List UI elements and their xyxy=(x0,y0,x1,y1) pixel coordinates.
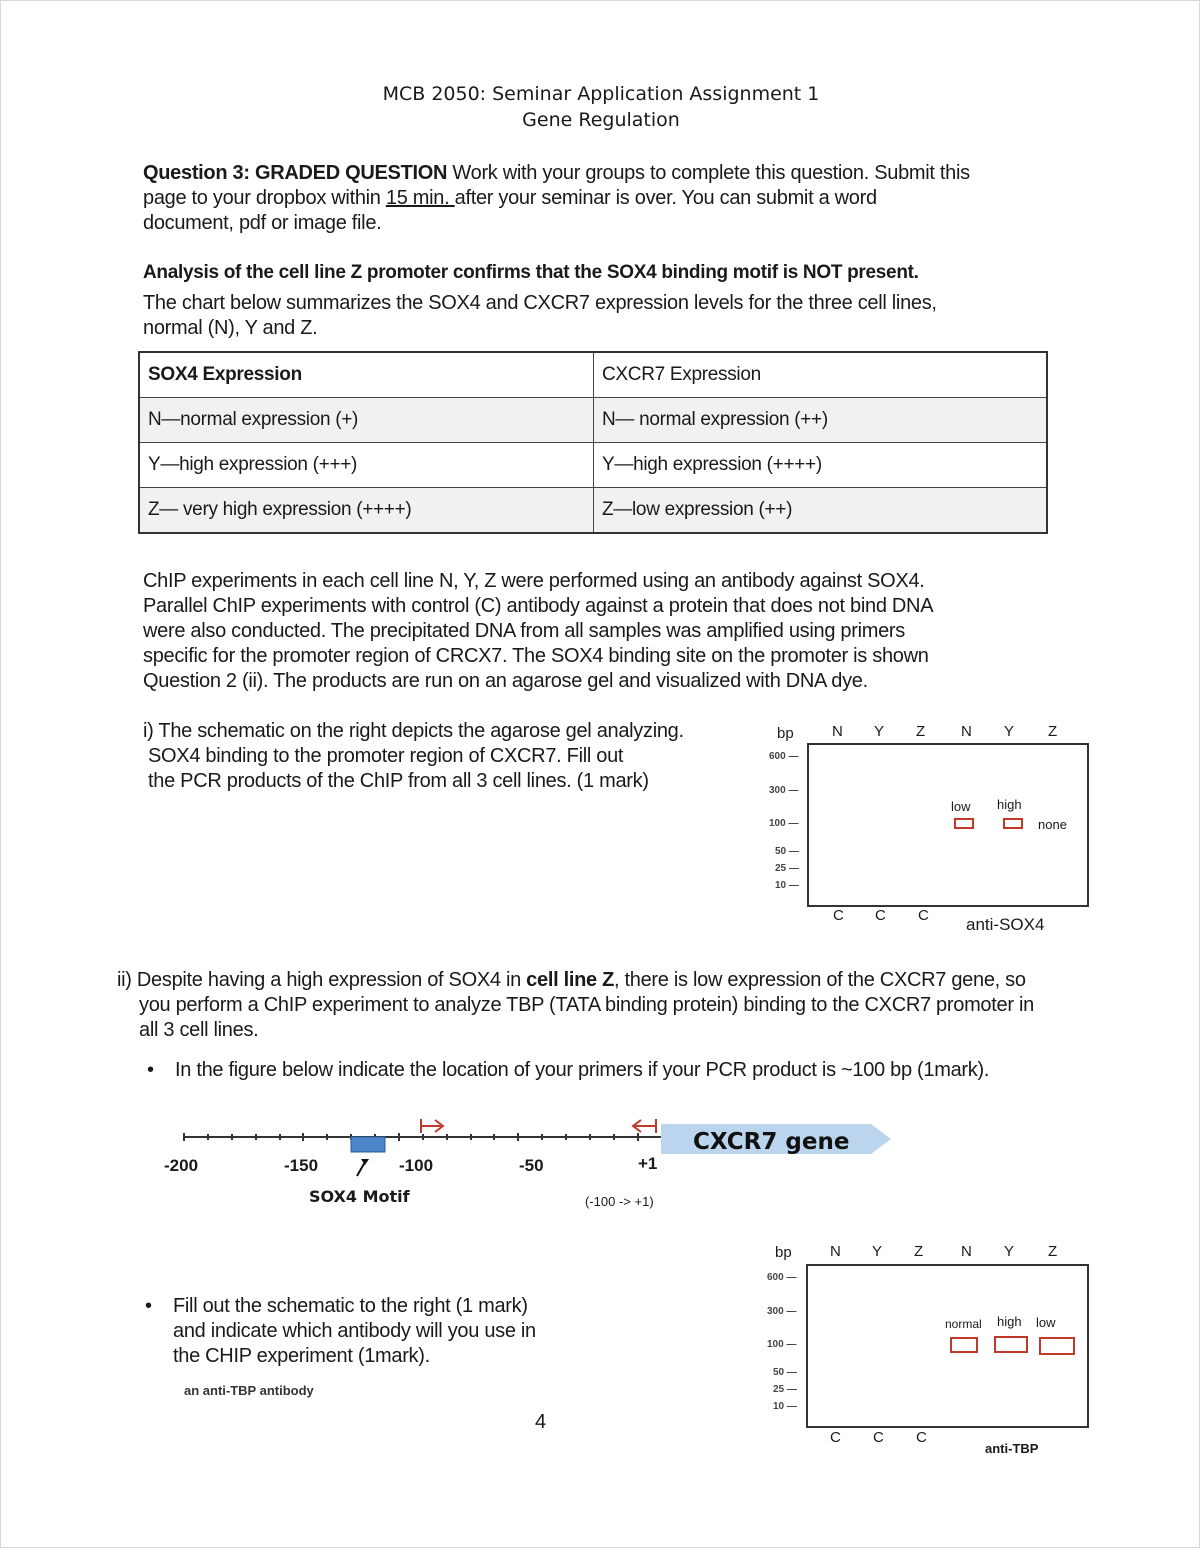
band-label: high xyxy=(997,797,1022,812)
axis-tick-label: -200 xyxy=(164,1156,199,1175)
course-title: MCB 2050: Seminar Application Assignment 1 xyxy=(382,83,820,105)
gel-lane-label: C xyxy=(873,1429,884,1446)
table-cell: Z— very high expression (++++) xyxy=(139,488,594,534)
band-label: high xyxy=(997,1314,1022,1329)
chip-line: ChIP experiments in each cell line N, Y, Z were performed using an antibody against SOX4. xyxy=(143,570,925,592)
question-label: Question 3: GRADED QUESTION xyxy=(143,162,448,184)
chip-line: were also conducted. The precipitated DNA from all samples was amplified using primers xyxy=(143,620,905,642)
gel-marker: 10 — xyxy=(775,880,799,891)
table-row xyxy=(139,398,1047,443)
drawn-band xyxy=(1039,1337,1075,1355)
gel-lane-label: Y xyxy=(874,723,885,740)
drawn-band xyxy=(994,1336,1028,1353)
axis-tick-label: +1 xyxy=(638,1154,658,1173)
table-cell: N— normal expression (++) xyxy=(594,398,1048,443)
gene-label: CXCR7 gene xyxy=(693,1129,850,1155)
part-i-line: SOX4 binding to the promoter region of CXCR7. Fill out xyxy=(148,745,624,767)
table-cell: N—normal expression (+) xyxy=(139,398,594,443)
part-i-text xyxy=(143,719,763,794)
part-ii-text xyxy=(117,968,1157,1043)
bullet2-line: the CHIP experiment (1mark). xyxy=(173,1345,430,1367)
page-number: 4 xyxy=(535,1411,547,1433)
gel-marker: 300 — xyxy=(767,1306,797,1317)
page-subtitle: Gene Regulation xyxy=(522,109,680,131)
drawn-band xyxy=(1003,818,1023,829)
table-cell: Y—high expression (++++) xyxy=(594,443,1048,488)
band-label: normal xyxy=(945,1317,982,1331)
gel-lane-label: N xyxy=(832,723,843,740)
primer-range-note: (-100 -> +1) xyxy=(585,1194,654,1209)
chip-line: specific for the promoter region of CRCX7. The SOX4 binding site on the promoter is shown xyxy=(143,645,929,667)
gel-lane-label: C xyxy=(875,907,886,924)
gel-lane-label: Z xyxy=(1048,1243,1058,1260)
part-ii-line: all 3 cell lines. xyxy=(139,1019,259,1041)
gel-antibody-label: anti-TBP xyxy=(985,1441,1039,1456)
gel-marker: 50 — xyxy=(773,1367,797,1378)
intro-line-2b: after your seminar is over. You can submit a word xyxy=(454,187,877,209)
gel-lane-label: Z xyxy=(914,1243,924,1260)
axis-tick-label: -50 xyxy=(519,1156,544,1175)
gel-lane-label: Y xyxy=(1004,1243,1015,1260)
sox4-motif-label: SOX4 Motif xyxy=(309,1187,410,1206)
gel-antibody-label: anti-SOX4 xyxy=(966,915,1045,934)
gel-lane-label: C xyxy=(830,1429,841,1446)
motif-pointer-icon xyxy=(357,1162,365,1176)
gel-bp-label: bp xyxy=(777,725,794,742)
table-cell: Y—high expression (+++) xyxy=(139,443,594,488)
gel-lane-label: Z xyxy=(916,723,926,740)
gel-marker: 25 — xyxy=(775,863,799,874)
gel-marker: 50 — xyxy=(775,846,799,857)
gel-lane-label: Y xyxy=(1004,723,1015,740)
sox4-motif-box xyxy=(351,1137,385,1152)
band-label: low xyxy=(951,799,971,814)
question-intro xyxy=(143,161,1083,236)
part-i-line: the PCR products of the ChIP from all 3 cell lines. (1 mark) xyxy=(148,770,649,792)
gel-lane-label: N xyxy=(830,1243,841,1260)
chip-paragraph xyxy=(143,569,1043,694)
chart-intro-line-2: normal (N), Y and Z. xyxy=(143,317,318,339)
bullet2-line: and indicate which antibody will you use in xyxy=(173,1320,536,1342)
chart-intro xyxy=(143,291,1083,341)
gel-lane-label: C xyxy=(916,1429,927,1446)
reverse-primer-icon xyxy=(633,1119,656,1133)
drawn-band xyxy=(950,1337,978,1353)
gel-lane-label: N xyxy=(961,723,972,740)
intro-time: 15 min. xyxy=(385,187,455,209)
gel-marker: 600 — xyxy=(769,751,799,762)
part-ii-line: ii) Despite having a high expression of SOX4 in xyxy=(117,969,527,991)
table-cell: Z—low expression (++) xyxy=(594,488,1048,534)
chart-intro-line-1: The chart below summarizes the SOX4 and CXCR7 expression levels for the three cell lines, xyxy=(143,292,937,314)
part-i-line: i) The schematic on the right depicts the agarose gel analyzing. xyxy=(143,720,684,742)
intro-line-3: document, pdf or image file. xyxy=(143,212,382,234)
table-header-sox4: SOX4 Expression xyxy=(139,352,594,398)
table-row xyxy=(139,443,1047,488)
axis-tick-label: -100 xyxy=(399,1156,434,1175)
gel-marker: 100 — xyxy=(767,1339,797,1350)
axis-tick-label: -150 xyxy=(284,1156,319,1175)
gel-bp-label: bp xyxy=(775,1244,792,1261)
bullet-primers: • In the figure below indicate the location of your primers if your PCR product is ~100 bp (1mark). xyxy=(175,1058,989,1083)
drawn-band xyxy=(954,818,974,829)
table-header-cxcr7: CXCR7 Expression xyxy=(594,352,1048,398)
band-label: low xyxy=(1036,1315,1056,1330)
part-ii-bold: cell line Z xyxy=(526,969,615,991)
expression-table xyxy=(138,351,1048,534)
intro-line-1: Work with your groups to complete this question. Submit this xyxy=(447,162,970,184)
intro-line-2a: page to your dropbox within xyxy=(143,187,386,209)
bullet2-line: • Fill out the schematic to the right (1 mark) xyxy=(173,1294,613,1319)
gel-marker: 10 — xyxy=(773,1401,797,1412)
gel-marker: 600 — xyxy=(767,1272,797,1283)
table-row xyxy=(139,488,1047,534)
bullet-fill-schematic xyxy=(173,1294,613,1369)
forward-primer-icon xyxy=(421,1119,443,1133)
gel-marker: 100 — xyxy=(769,818,799,829)
gel-lane-label: Z xyxy=(1048,723,1058,740)
gel-marker: 300 — xyxy=(769,785,799,796)
part-ii-line: , there is low expression of the CXCR7 gene, so xyxy=(614,969,1026,991)
analysis-statement: Analysis of the cell line Z promoter confirms that the SOX4 binding motif is NOT present. xyxy=(143,262,919,283)
gel-lane-label: Y xyxy=(872,1243,883,1260)
band-label: none xyxy=(1038,817,1067,832)
gel-marker: 25 — xyxy=(773,1384,797,1395)
handwritten-answer: an anti-TBP antibody xyxy=(184,1383,314,1398)
part-ii-line: you perform a ChIP experiment to analyze TBP (TATA binding protein) binding to the CXCR7 promoter in xyxy=(139,994,1034,1016)
gel-lane-label: C xyxy=(833,907,844,924)
chip-line: Question 2 (ii). The products are run on an agarose gel and visualized with DNA dye. xyxy=(143,670,868,692)
gel-lane-label: C xyxy=(918,907,929,924)
gel-lane-label: N xyxy=(961,1243,972,1260)
chip-line: Parallel ChIP experiments with control (C) antibody against a protein that does not bind DNA xyxy=(143,595,934,617)
